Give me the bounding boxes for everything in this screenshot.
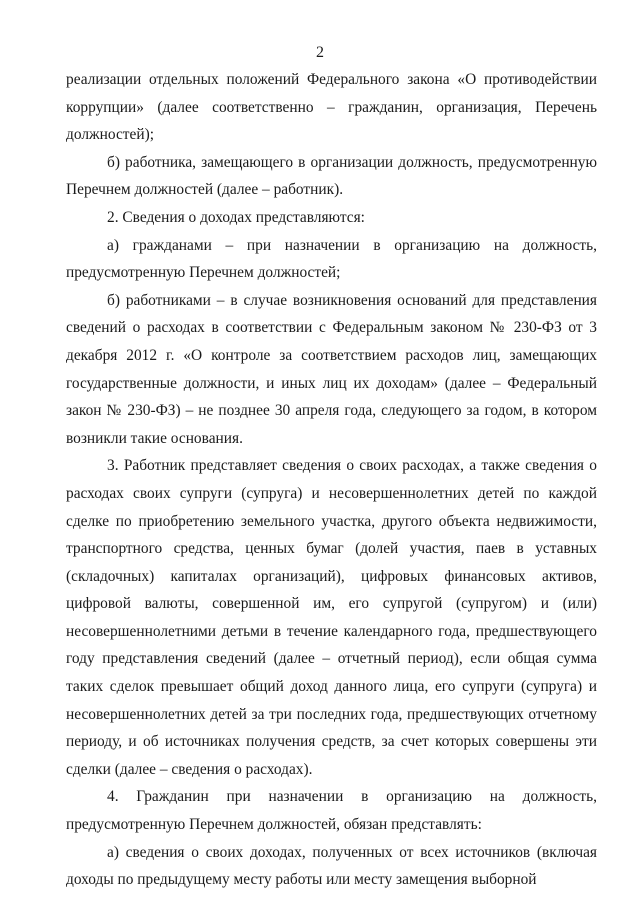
paragraph-section-4: 4. Гражданин при назначении в организацию на должность, предусмотренную Перечнем должностей, обязан представлять: — [66, 788, 597, 834]
paragraph-item-b-employee: б) работника, замещающего в организации должность, предусмотренную Перечнем должностей (далее – работник). — [66, 153, 597, 199]
paragraph-item-b-employees: б) работниками – в случае возникновения оснований для представления сведений о расходах в соответствии с Федеральным законом № 230-ФЗ от 3 декабря 2012 г. «О контроле за соответствием расходов лиц, замещающих государственные должности, и иных лиц их доходам» (далее – Федеральный закон № 230-ФЗ) – не позднее 30 апреля года, следующего за годом, в котором возникли такие основания. — [66, 291, 597, 447]
paragraph-item-a-citizens: а) гражданами – при назначении в организацию на должность, предусмотренную Перечнем должностей; — [66, 236, 597, 282]
document-body — [66, 66, 597, 894]
paragraph-continuation: реализации отдельных положений Федерального закона «О противодействии коррупции» (далее соответственно – гражданин, организация, Перечень должностей); — [66, 71, 597, 144]
paragraph-section-2: 2. Сведения о доходах представляются: — [107, 208, 365, 226]
paragraph-section-3: 3. Работник представляет сведения о своих расходах, а также сведения о расходах своих супруги (супруга) и несовершеннолетних детей по каждой сделке по приобретению земельного участка, другого объекта недвижимости, транспортного средства, ценных бумаг (долей участия, паев в уставных (складочных) капиталах организаций), цифровых финансовых активов, цифровой валюты, совершенной им, его супругой (супругом) и (или) несовершеннолетними детьми в течение календарного года, предшествующего году представления сведений (далее – отчетный период), если общая сумма таких сделок превышает общий доход данного лица, его супруги (супруга) и несовершеннолетних детей за три последних года, предшествующих отчетному периоду, и об источниках получения средств, за счет которых совершены эти сделки (далее – сведения о расходах). — [66, 457, 597, 778]
paragraph-item-a-income: а) сведения о своих доходах, полученных от всех источников (включая доходы по предыдущему месту работы или месту замещения выборной — [66, 843, 597, 889]
page-number: 2 — [316, 44, 324, 61]
